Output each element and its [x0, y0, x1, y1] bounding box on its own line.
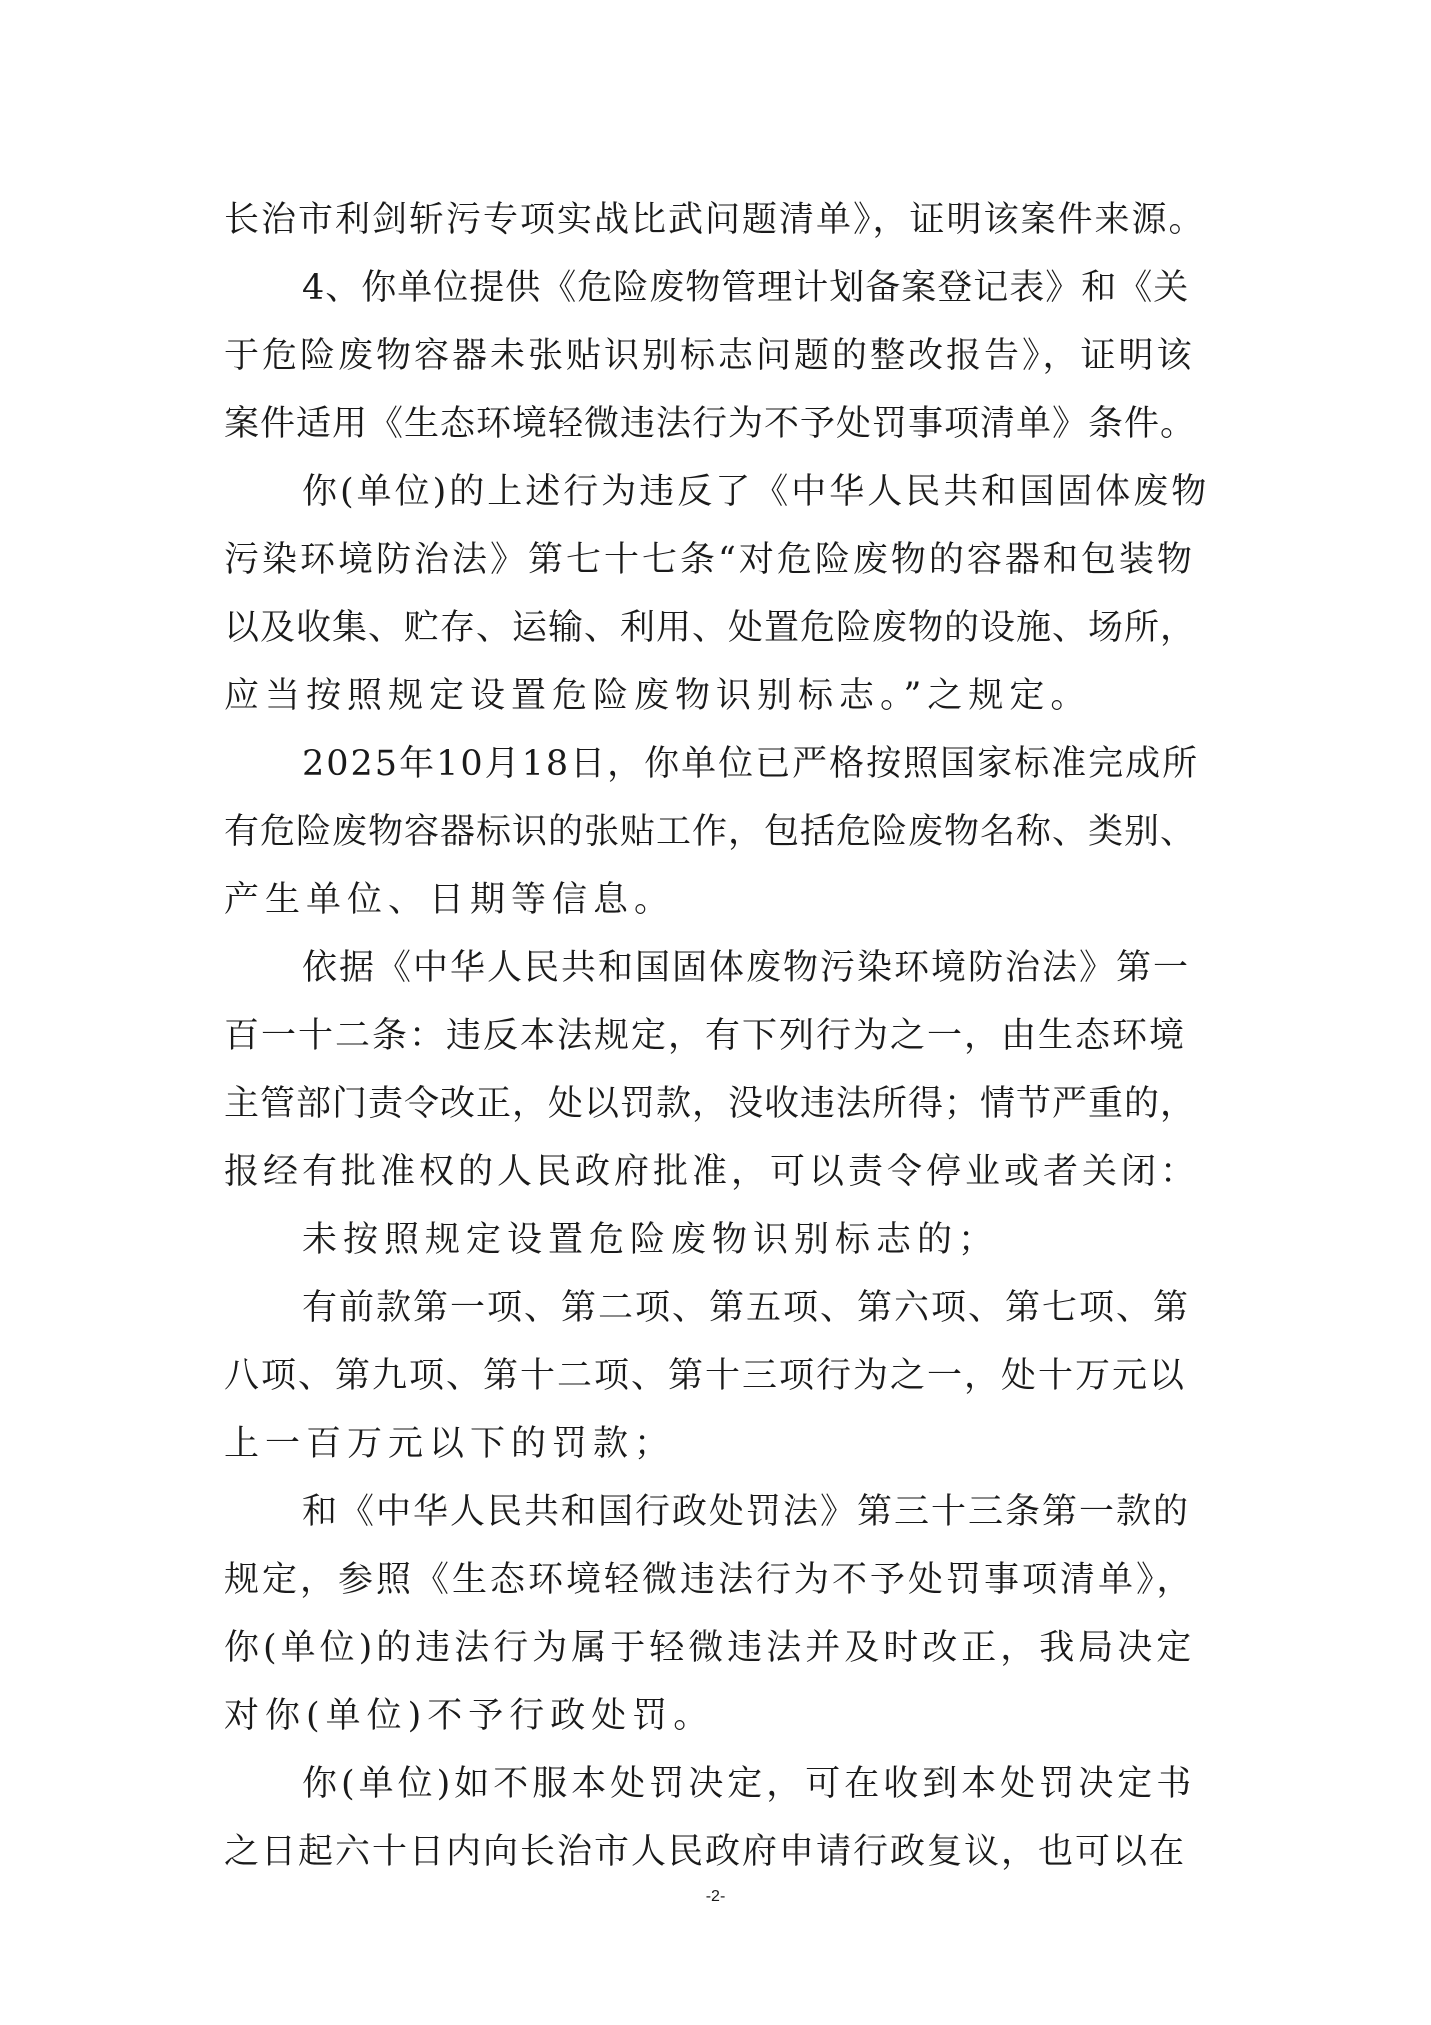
text-line: 对你(单位)不予行政处罚。 [224, 1696, 715, 1736]
text-line: 报经有批准权的人民政府批准，可以责令停业或者关闭： [224, 1152, 1200, 1192]
text-line: 以及收集、贮存、运输、利用、处置危险废物的设施、场所， [224, 608, 1197, 648]
text-line: 有前款第一项、第二项、第五项、第六项、第七项、第 [302, 1288, 1191, 1328]
text-line: 污染环境防治法》第七十七条“对危险废物的容器和包装物 [224, 540, 1195, 580]
text-line: 应当按照规定设置危险废物识别标志。”之规定。 [224, 676, 1092, 716]
text-line: 你(单位)如不服本处罚决定，可在收到本处罚决定书 [302, 1764, 1196, 1804]
text-line: 案件适用《生态环境轻微违法行为不予处罚事项清单》条件。 [224, 404, 1197, 444]
text-line: 2025年10月18日，你单位已严格按照国家标准完成所 [302, 744, 1200, 784]
text-line: 八项、第九项、第十二项、第十三项行为之一，处十万元以 [224, 1356, 1187, 1396]
text-line: 你(单位)的违法行为属于轻微违法并及时改正，我局决定 [224, 1628, 1196, 1668]
text-line: 长治市利剑斩污专项实战比武问题清单》，证明该案件来源。 [224, 200, 1206, 240]
text-line: 规定，参照《生态环境轻微违法行为不予处罚事项清单》， [224, 1560, 1195, 1600]
text-line: 于危险废物容器未张贴识别标志问题的整改报告》，证明该 [224, 336, 1195, 376]
text-line: 和《中华人民共和国行政处罚法》第三十三条第一款的 [302, 1492, 1191, 1532]
page-number: -2- [705, 1888, 726, 1905]
text-line: 4、你单位提供《危险废物管理计划备案登记表》和《关 [302, 268, 1190, 308]
text-line: 百一十二条：违反本法规定，有下列行为之一，由生态环境 [224, 1016, 1187, 1056]
text-line: 主管部门责令改正，处以罚款，没收违法所得；情节严重的， [224, 1084, 1197, 1124]
text-line: 有危险废物容器标识的张贴工作，包括危险废物名称、类别、 [224, 812, 1197, 852]
text-line: 产生单位、日期等信息。 [224, 880, 676, 920]
text-line: 你(单位)的上述行为违反了《中华人民共和国固体废物 [302, 472, 1210, 512]
text-line: 依据《中华人民共和国固体废物污染环境防治法》第一 [302, 948, 1191, 988]
text-line: 之日起六十日内向长治市人民政府申请行政复议，也可以在 [224, 1832, 1187, 1872]
text-line: 上一百万元以下的罚款； [224, 1424, 676, 1464]
text-line: 未按照规定设置危险废物识别标志的； [302, 1220, 1000, 1260]
